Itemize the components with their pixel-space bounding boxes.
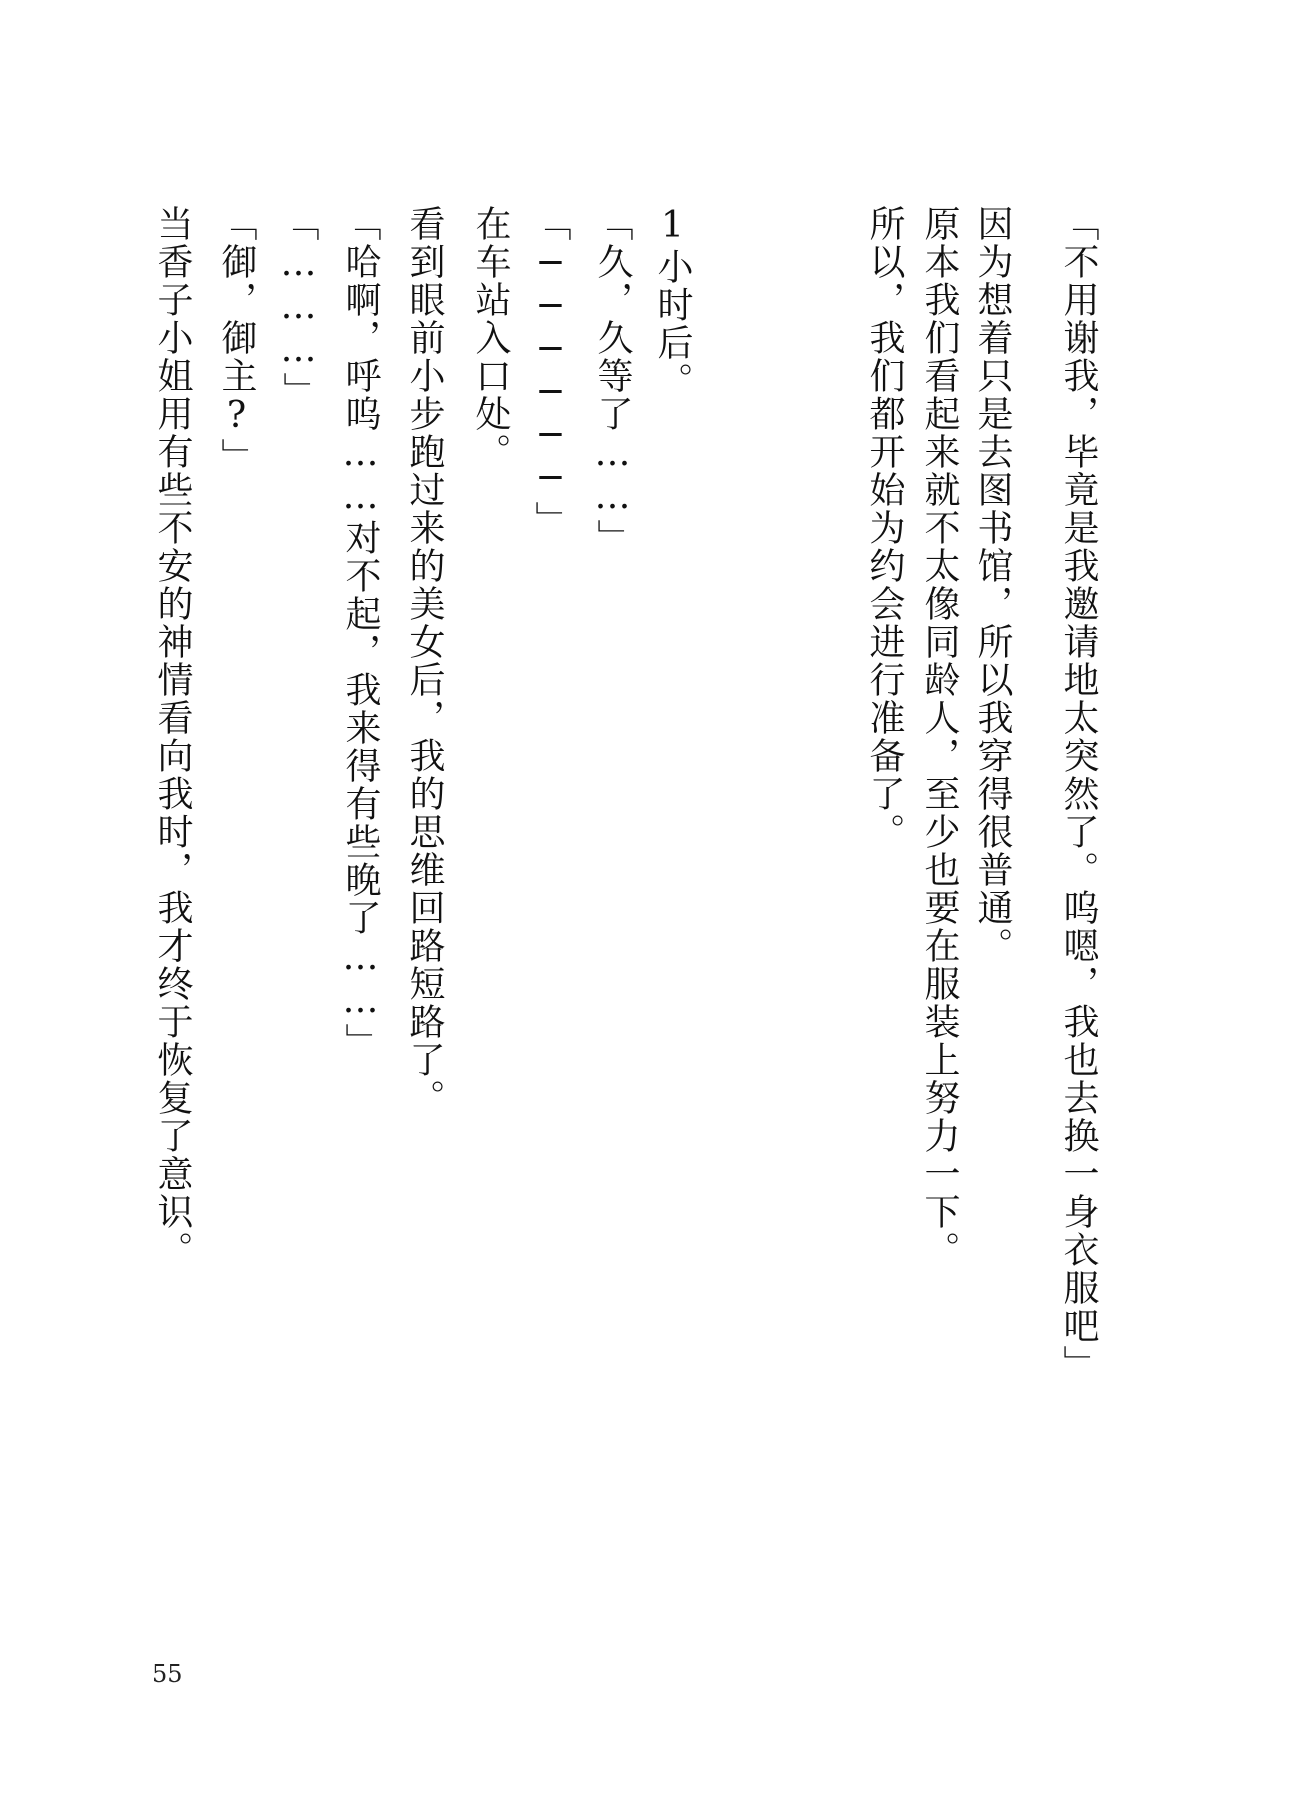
text-column: 当香子小姐用有些不安的神情看向我时，我才终于恢复了意识。 xyxy=(152,205,193,1269)
text-column: 看到眼前小步跑过来的美女后，我的思维回路短路了。 xyxy=(404,205,445,1117)
text-column: 「不用谢我，毕竟是我邀请地太突然了。呜嗯，我也去换一身衣服吧」 xyxy=(1058,205,1099,1383)
text-column: 1小时后。 xyxy=(652,205,693,400)
text-column: 在车站入口处。 xyxy=(470,205,511,471)
text-column: 「哈啊，呼呜……对不起，我来得有些晚了……」 xyxy=(340,205,381,1061)
text-column: 所以，我们都开始为约会进行准备了。 xyxy=(864,205,905,851)
text-column: 「御，御主?」 xyxy=(216,205,257,476)
text-column: 「久，久等了……」 xyxy=(592,205,633,557)
text-column: 因为想着只是去图书馆，所以我穿得很普通。 xyxy=(972,205,1013,965)
text-column: 「………」 xyxy=(278,205,319,410)
text-column: 原本我们看起来就不太像同龄人，至少也要在服装上努力一下。 xyxy=(919,205,960,1269)
text-column: 「──────」 xyxy=(530,205,571,539)
page-number: 55 xyxy=(152,1660,183,1688)
